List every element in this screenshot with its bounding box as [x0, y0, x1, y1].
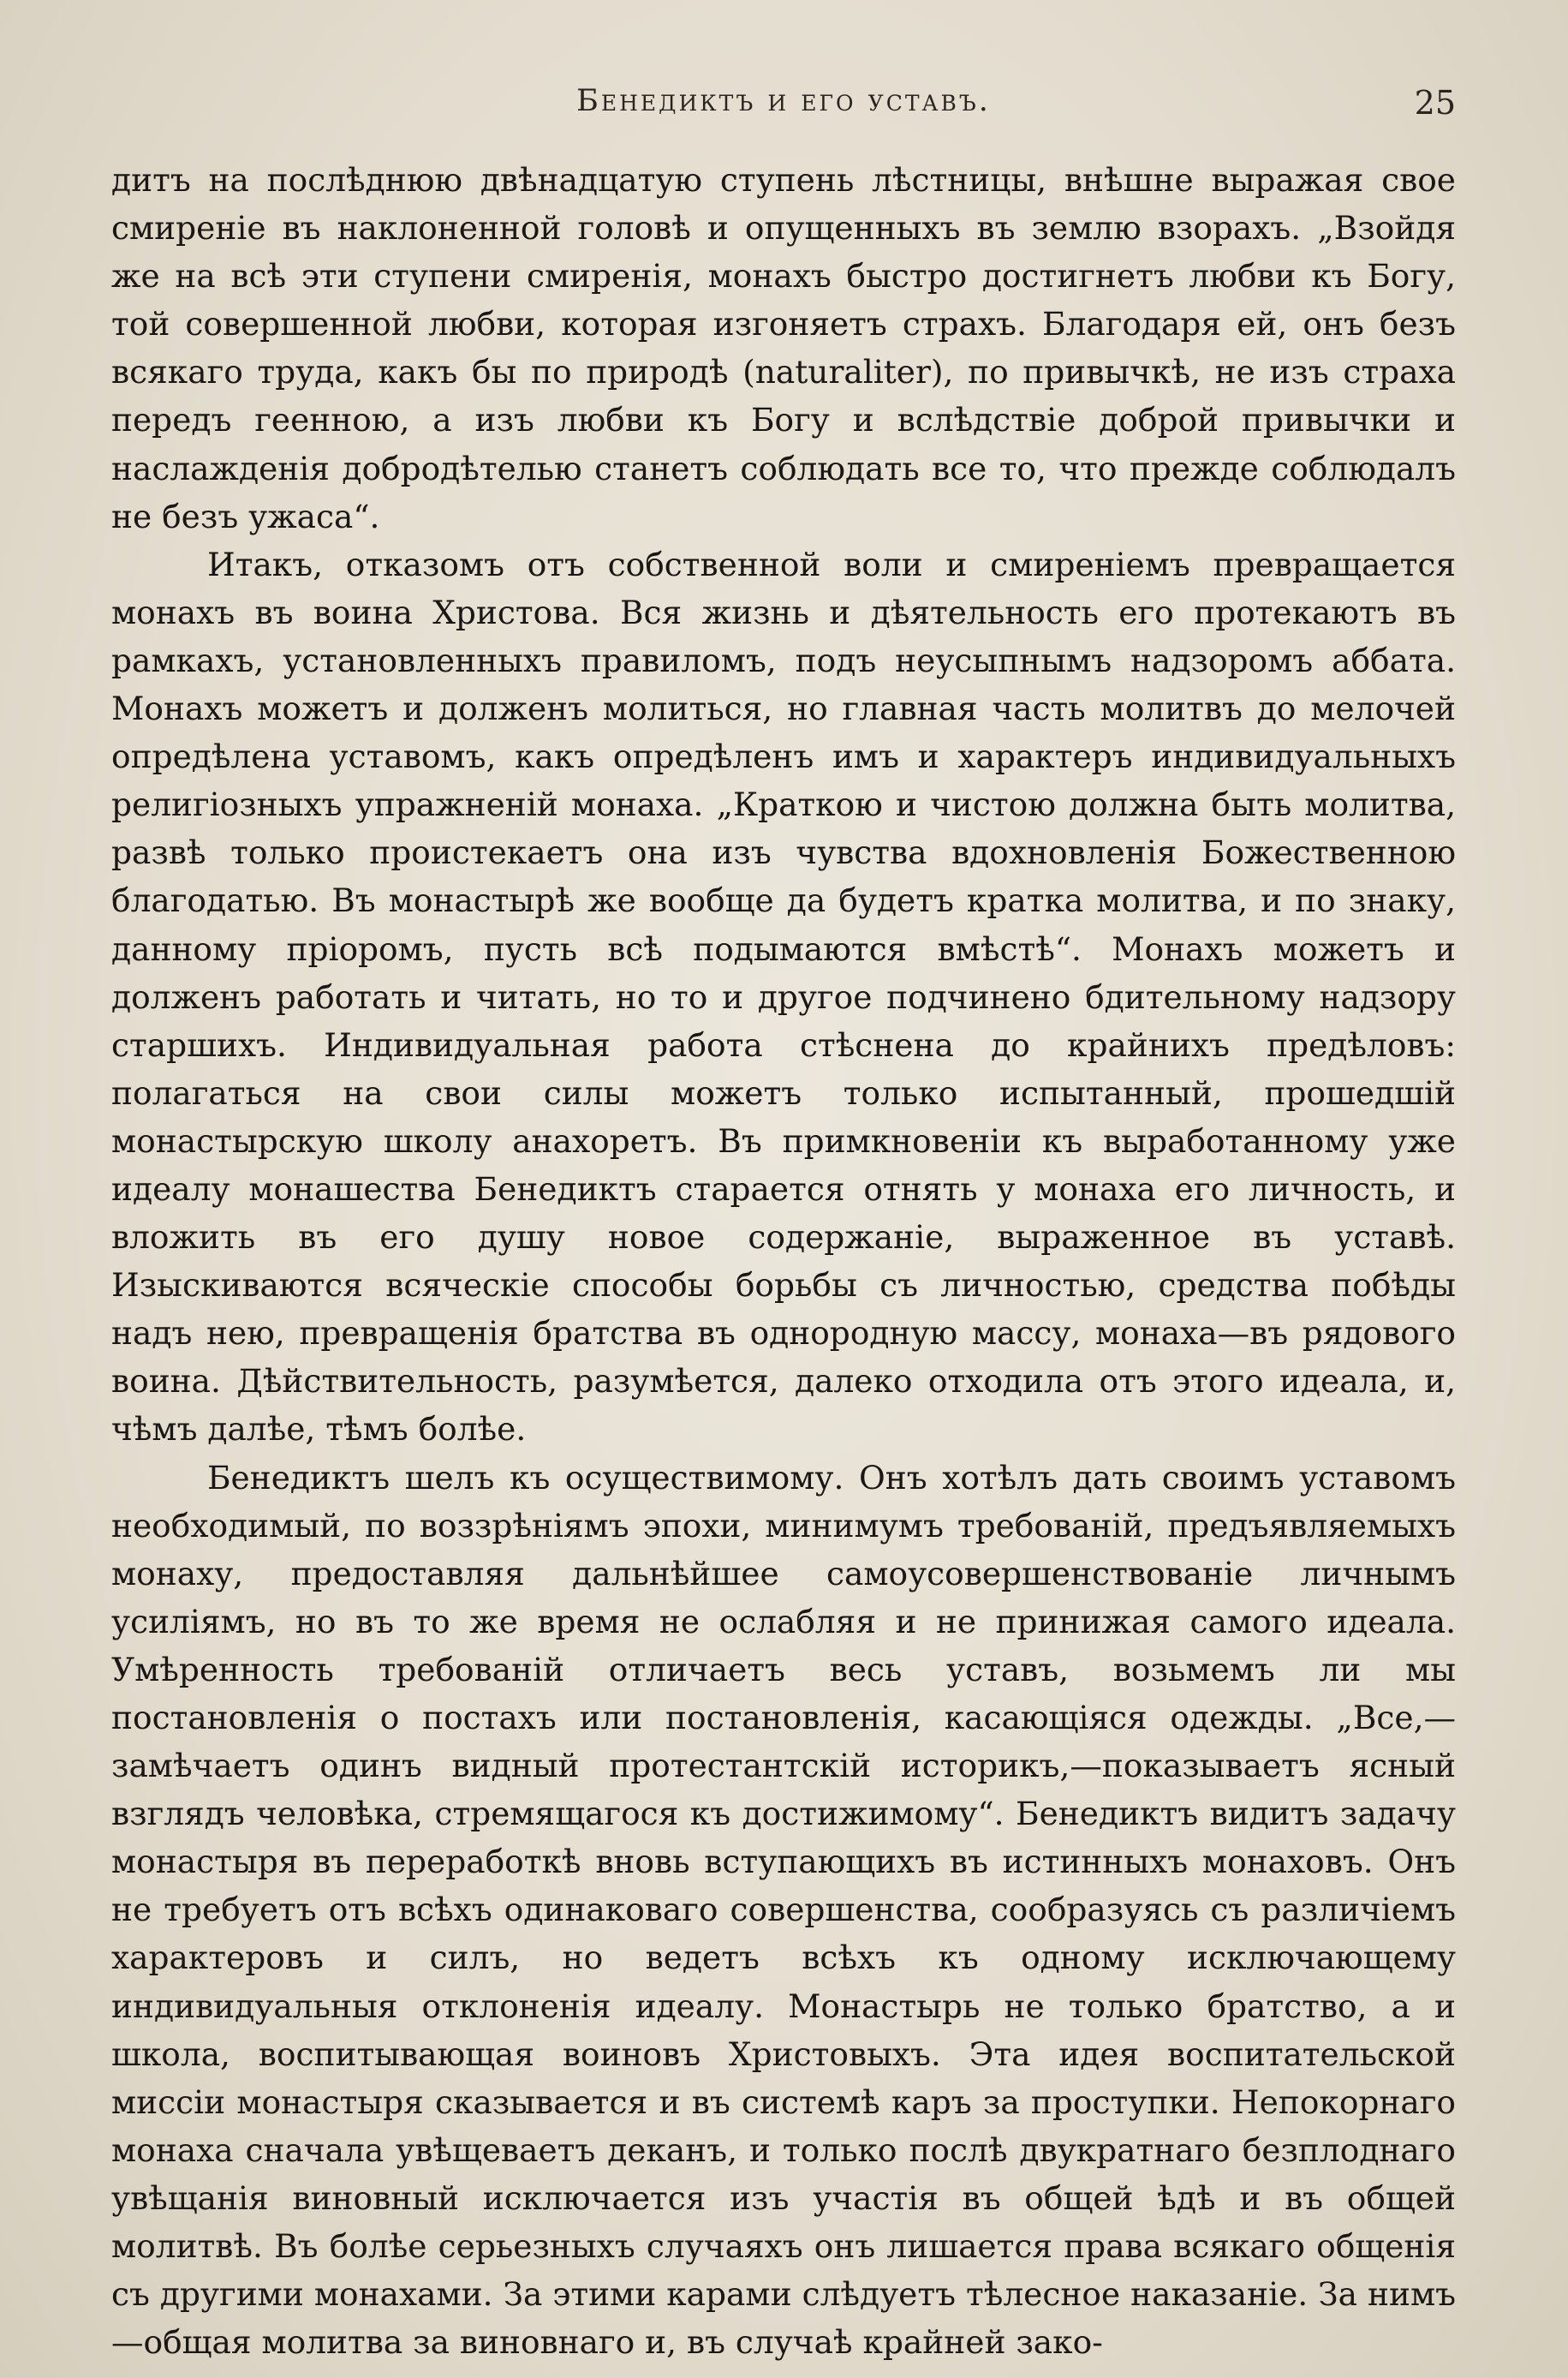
paragraph-3: Бенедиктъ шелъ къ осуществимому. Онъ хотѣлъ дать своимъ уставомъ необходимый, по воззрѣніямъ эпохи, минимумъ требованій, предъявляемыхъ монаху, предоставляя дальнѣйшее самоусовершенствованіе личнымъ усиліямъ, но въ то же время не ослабляя и не принижая самого идеала. Умѣренность требованій отличаетъ весь уставъ, возьмемъ ли мы постановленія о постахъ или постановленія, касающіяся одежды. „Все,—замѣчаетъ одинъ видный протестантскій историкъ,—показываетъ ясный взглядъ человѣка, стремящагося къ достижимому“. Бенедиктъ видитъ задачу монастыря въ переработкѣ вновь вступающихъ въ истинныхъ монаховъ. Онъ не требуетъ отъ всѣхъ одинаковаго совершенства, сообразуясь съ различіемъ характеровъ и силъ, но ведетъ всѣхъ къ одному исключающему индивидуальныя отклоненія идеалу. Монастырь не только братство, а и школа, воспитывающая воиновъ Христовыхъ. Эта идея воспитательской миссіи монастыря сказывается и въ системѣ каръ за проступки. Непокорнаго монаха сначала увѣщеваетъ деканъ, и только послѣ двукратнаго безплоднаго увѣщанія виновный исключается изъ участія въ общей ѣдѣ и въ общей молитвѣ. Въ болѣе серьезныхъ случаяхъ онъ лишается права всякаго общенія съ другими монахами. За этими карами слѣдуетъ тѣлесное наказаніе. За нимъ—общая молитва за виновнаго и, въ случаѣ крайней зако- — [111, 1458, 1456, 2362]
body-text — [111, 156, 1456, 2366]
paragraph-2: Итакъ, отказомъ отъ собственной воли и смиреніемъ превращается монахъ въ воина Христова. Вся жизнь и дѣятельность его протекаютъ въ рамкахъ, установленныхъ правиломъ, подъ неусыпнымъ надзоромъ аббата. Монахъ можетъ и долженъ молиться, но главная часть молитвъ до мелочей опредѣлена уставомъ, какъ опредѣленъ имъ и характеръ индивидуальныхъ религіозныхъ упражненій монаха. „Краткою и чистою должна быть молитва, развѣ только проистекаетъ она изъ чувства вдохновленія Божественною благодатью. Въ монастырѣ же вообще да будетъ кратка молитва, и по знаку, данному пріоромъ, пусть всѣ подымаются вмѣстѣ“. Монахъ можетъ и долженъ работать и читать, но то и другое подчинено бдительному надзору старшихъ. Индивидуальная работа стѣснена до крайнихъ предѣловъ: полагаться на свои силы можетъ только испытанный, прошедшій монастырскую школу анахоретъ. Въ примкновеніи къ выработанному уже идеалу монашества Бенедиктъ старается отнять у монаха его личность, и вложить въ его душу новое содержаніе, выраженное въ уставѣ. Изыскиваются всяческіе способы борьбы съ личностью, средства побѣды надъ нею, превращенія братства въ однородную массу, монаха—въ рядового воина. Дѣйствительность, разумѣется, далеко отходила отъ этого идеала, и, чѣмъ далѣе, тѣмъ болѣе. — [111, 545, 1456, 1449]
page-header — [111, 84, 1456, 127]
paragraph-1: дитъ на послѣднюю двѣнадцатую ступень лѣстницы, внѣшне выражая свое смиреніе въ наклоненной головѣ и опущенныхъ въ землю взорахъ. „Взойдя же на всѣ эти ступени смиренія, монахъ быстро достигнетъ любви къ Богу, той совершенной любви, которая изгоняетъ страхъ. Благодаря ей, онъ безъ всякаго труда, какъ бы по природѣ (naturaliter), по привычкѣ, не изъ страха передъ геенною, а изъ любви къ Богу и вслѣдствіе доброй привычки и наслажденія добродѣтелью станетъ соблюдать все то, что прежде соблюдалъ не безъ ужаса“. — [111, 161, 1456, 535]
running-head: Бенедиктъ и его уставъ. — [576, 84, 991, 118]
page-number: 25 — [1414, 84, 1456, 122]
